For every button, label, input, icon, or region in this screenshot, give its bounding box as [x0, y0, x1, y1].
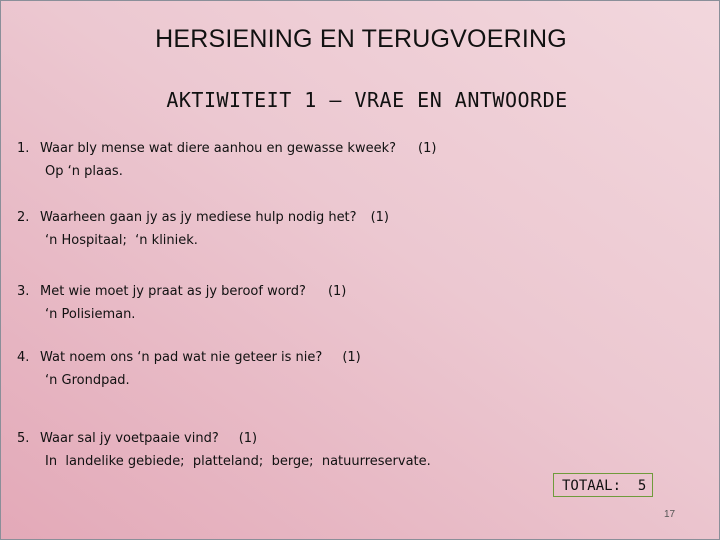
question-line	[17, 346, 361, 369]
answer-text: In landelike gebiede; platteland; berge; natuurreservate.	[45, 454, 431, 469]
question-item-3	[17, 280, 346, 326]
total-label: TOTAAL:	[562, 478, 622, 494]
question-mark: (1)	[238, 431, 258, 446]
question-item-1	[17, 137, 436, 183]
question-text: Waar sal jy voetpaaie vind?	[40, 431, 219, 446]
answer-text: ‘n Hospitaal; ‘n kliniek.	[45, 233, 198, 248]
answer-text: Op ‘n plaas.	[45, 164, 123, 179]
question-mark: (1)	[327, 284, 347, 299]
question-item-4	[17, 346, 361, 392]
question-line	[17, 206, 389, 229]
question-line	[17, 137, 436, 160]
question-mark: (1)	[342, 350, 361, 365]
question-line	[17, 280, 346, 303]
question-text: Waarheen gaan jy as jy mediese hulp nodig het?	[40, 210, 357, 225]
question-number: 4.	[17, 350, 30, 365]
question-item-2	[17, 206, 389, 252]
answer-text: ‘n Polisieman.	[45, 307, 136, 322]
question-number: 3.	[17, 284, 30, 299]
question-number: 5.	[17, 431, 30, 446]
question-mark: (1)	[418, 141, 437, 156]
slide-title: HERSIENING EN TERUGVOERING	[155, 25, 567, 53]
answer-text: ‘n Grondpad.	[45, 373, 130, 388]
question-number: 1.	[17, 141, 30, 156]
total-value: 5	[637, 478, 647, 494]
question-text: Waar bly mense wat diere aanhou en gewasse kweek?	[40, 141, 397, 156]
question-text: Wat noem ons ‘n pad wat nie geteer is nie?	[40, 350, 323, 365]
question-item-5	[17, 427, 431, 473]
question-mark: (1)	[370, 210, 389, 225]
question-text: Met wie moet jy praat as jy beroof word?	[40, 284, 306, 299]
page-number: 17	[664, 509, 676, 520]
question-number: 2.	[17, 210, 30, 225]
question-line	[17, 427, 431, 450]
total-box	[553, 473, 653, 497]
slide-subtitle: AKTIWITEIT 1 – VRAE EN ANTWOORDE	[166, 88, 568, 112]
